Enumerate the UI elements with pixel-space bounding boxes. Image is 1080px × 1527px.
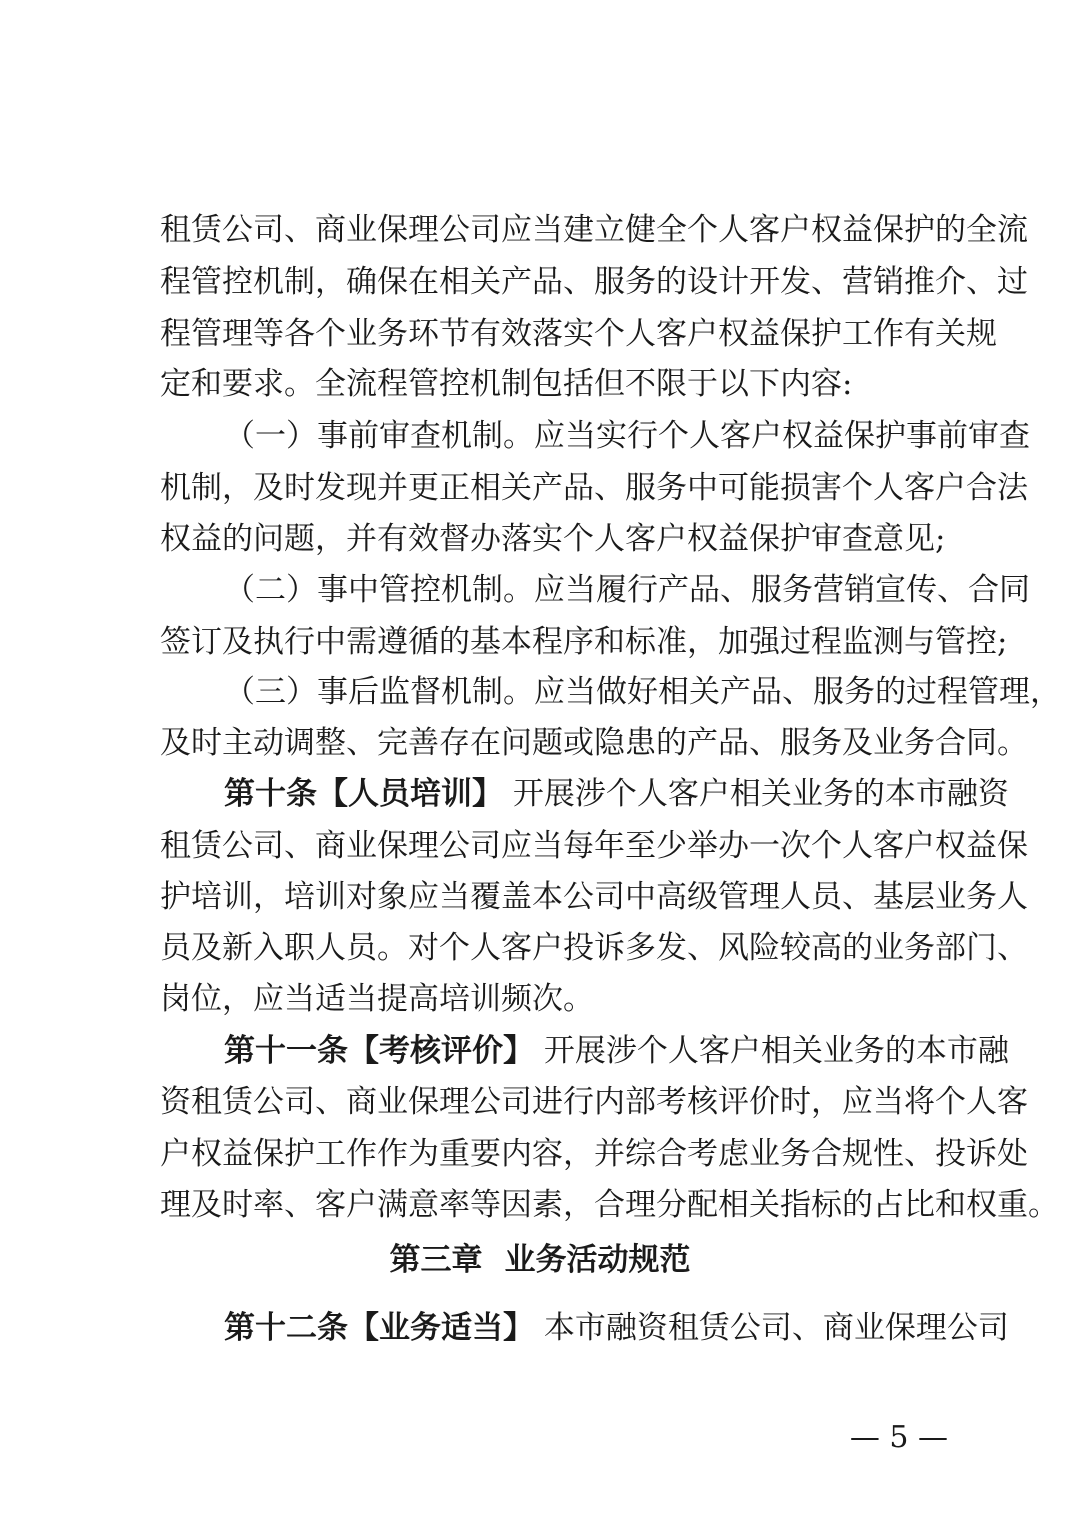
- text-line: 程管控机制，确保在相关产品、服务的设计开发、营销推介、过: [160, 264, 1028, 300]
- text-line: 机制，及时发现并更正相关产品、服务中可能损害个人客户合法: [160, 470, 1028, 506]
- page-number: — 5 —: [849, 1420, 948, 1455]
- text-line: 岗位，应当适当提高培训频次。: [160, 981, 594, 1017]
- article-11-first-line: [224, 1031, 1009, 1071]
- text-line: 员及新入职人员。对个人客户投诉多发、风险较高的业务部门、: [160, 930, 1028, 966]
- chapter-number: 第三章: [389, 1242, 483, 1278]
- text-line: 及时主动调整、完善存在问题或隐患的产品、服务及业务合同。: [160, 725, 1028, 761]
- article-12-text: 本市融资租赁公司、商业保理公司: [543, 1310, 1009, 1346]
- text-line: （一）事前审查机制。应当实行个人客户权益保护事前审查: [224, 418, 1030, 454]
- text-line: 户权益保护工作作为重要内容，并综合考虑业务合规性、投诉处: [160, 1136, 1028, 1172]
- text-line: 护培训，培训对象应当覆盖本公司中高级管理人员、基层业务人: [160, 879, 1028, 915]
- text-line: 租赁公司、商业保理公司应当每年至少举办一次个人客户权益保: [160, 828, 1028, 864]
- chapter-heading: [0, 1240, 1080, 1280]
- text-line: 签订及执行中需遵循的基本程序和标准，加强过程监测与管控;: [160, 624, 1008, 660]
- article-11-text: 开展涉个人客户相关业务的本市融: [543, 1033, 1009, 1069]
- article-12-title: 第十二条【业务适当】: [224, 1310, 534, 1346]
- article-10-title: 第十条【人员培训】: [224, 776, 503, 812]
- article-10-text: 开展涉个人客户相关业务的本市融资: [512, 776, 1009, 812]
- text-line: 资租赁公司、商业保理公司进行内部考核评价时，应当将个人客: [160, 1084, 1028, 1120]
- text-line: （三）事后监督机制。应当做好相关产品、服务的过程管理，: [224, 674, 1061, 710]
- text-line: 权益的问题，并有效督办落实个人客户权益保护审查意见;: [160, 521, 946, 557]
- text-line: （二）事中管控机制。应当履行产品、服务营销宣传、合同: [224, 572, 1030, 608]
- article-12-first-line: [224, 1308, 1009, 1348]
- chapter-title: 业务活动规范: [504, 1242, 691, 1278]
- article-11-title: 第十一条【考核评价】: [224, 1033, 534, 1069]
- text-line: 租赁公司、商业保理公司应当建立健全个人客户权益保护的全流: [160, 212, 1028, 248]
- text-line: 定和要求。全流程管控机制包括但不限于以下内容:: [160, 366, 853, 402]
- article-10-first-line: [224, 774, 1009, 814]
- text-line: 程管理等各个业务环节有效落实个人客户权益保护工作有关规: [160, 316, 997, 352]
- text-line: 理及时率、客户满意率等因素，合理分配相关指标的占比和权重。: [160, 1187, 1059, 1223]
